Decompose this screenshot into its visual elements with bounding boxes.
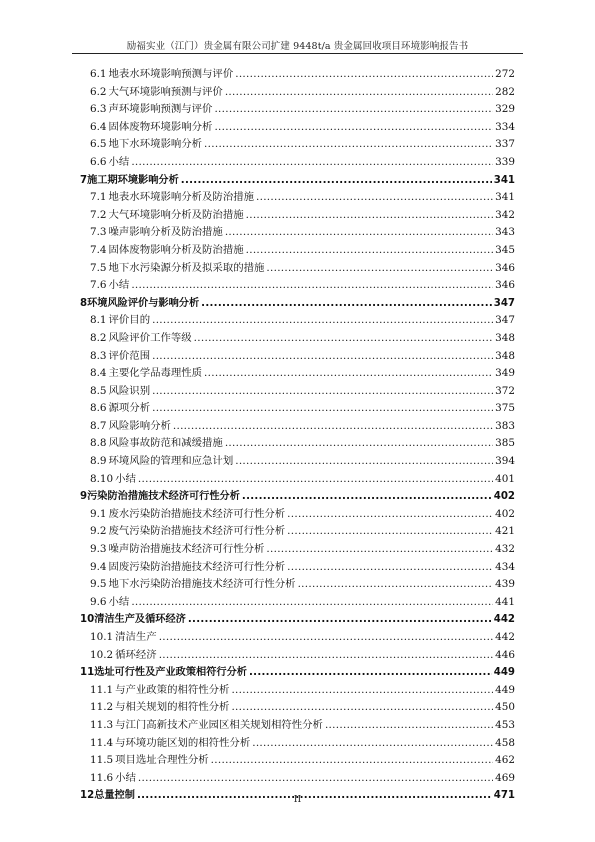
toc-section-entry[interactable] — [80, 717, 515, 735]
toc-section-entry[interactable] — [80, 365, 515, 383]
toc-entry-title: 与相关规划的相符性分析 — [115, 701, 230, 714]
toc-entry-number: 10.2 — [90, 648, 114, 661]
toc-entry-page: 449 — [493, 667, 515, 679]
toc-entry-number: 7.6 — [90, 279, 107, 292]
dot-leader — [131, 594, 493, 612]
toc-entry-page: 375 — [495, 402, 515, 415]
dot-leader — [201, 295, 492, 313]
toc-entry-number: 7.4 — [90, 243, 107, 256]
dot-leader — [152, 348, 493, 366]
dot-leader — [287, 523, 493, 541]
toc-chapter-entry[interactable] — [80, 295, 515, 313]
toc-entry-page: 349 — [495, 367, 515, 380]
toc-entry-number: 7 — [80, 174, 88, 186]
toc-entry-title: 施工期环境影响分析 — [87, 174, 179, 186]
toc-chapter-entry[interactable] — [80, 611, 515, 629]
toc-entry-title: 地下水污染防治措施技术经济可行性分析 — [108, 578, 296, 591]
toc-entry-title: 与产业政策的相符性分析 — [115, 683, 230, 696]
dot-leader — [204, 365, 493, 383]
dot-leader — [231, 682, 493, 700]
table-of-contents — [80, 66, 515, 805]
toc-entry-number: 8.3 — [90, 349, 107, 362]
toc-entry-number: 9.1 — [90, 507, 107, 520]
dot-leader — [287, 559, 493, 577]
toc-entry-title: 地表水环境影响预测与评价 — [108, 68, 234, 80]
toc-entry-page: 402 — [495, 507, 515, 520]
dot-leader — [131, 277, 493, 295]
toc-entry-title: 风险评价工作等级 — [108, 331, 192, 344]
toc-section-entry[interactable] — [80, 418, 515, 436]
toc-entry-page: 458 — [495, 736, 515, 749]
toc-entry-title: 污染防治措施技术经济可行性分析 — [87, 491, 240, 503]
toc-entry-number: 8.8 — [90, 437, 107, 450]
toc-entry-number: 8.4 — [90, 367, 107, 380]
toc-entry-title: 固废污染防治措施技术经济可行性分析 — [108, 560, 286, 573]
toc-section-entry[interactable] — [80, 348, 515, 366]
toc-entry-page: 337 — [495, 138, 515, 151]
dot-leader — [188, 611, 492, 629]
toc-entry-number: 11.1 — [90, 683, 114, 696]
toc-entry-number: 11.3 — [90, 718, 114, 731]
dot-leader — [214, 101, 493, 119]
toc-section-entry[interactable] — [80, 383, 515, 401]
toc-entry-page: 372 — [495, 384, 515, 397]
toc-entry-title: 总量控制 — [94, 790, 135, 802]
toc-entry-title: 源项分析 — [108, 402, 151, 415]
toc-entry-page: 421 — [495, 525, 515, 538]
header-rule — [72, 53, 523, 54]
toc-entry-page: 446 — [495, 648, 515, 661]
toc-entry-title: 小结 — [108, 155, 130, 168]
toc-entry-page: 272 — [495, 68, 515, 80]
toc-entry-title: 主要化学品毒理性质 — [108, 367, 203, 380]
toc-section-entry[interactable] — [80, 312, 515, 330]
toc-entry-number: 12 — [80, 790, 95, 802]
toc-section-entry[interactable] — [80, 119, 515, 137]
toc-entry-page: 346 — [495, 261, 515, 274]
dot-leader — [204, 136, 493, 154]
toc-entry-number: 8 — [80, 297, 88, 309]
toc-entry-page: 339 — [495, 155, 515, 168]
toc-entry-title: 与江门高新技术产业园区相关规划相符性分析 — [115, 718, 323, 731]
toc-entry-number: 6.3 — [90, 103, 107, 116]
toc-entry-title: 噪声防治措施技术经济可行性分析 — [108, 543, 265, 556]
toc-section-entry[interactable] — [80, 541, 515, 559]
dot-leader — [152, 383, 493, 401]
toc-entry-title: 固体废物影响分析及防治措施 — [108, 243, 244, 256]
toc-entry-title: 固体废物环境影响分析 — [108, 120, 213, 133]
toc-entry-page: 345 — [495, 243, 515, 256]
dot-leader — [211, 752, 494, 770]
toc-entry-page: 394 — [495, 455, 515, 468]
dot-leader — [152, 400, 493, 418]
toc-entry-number: 8.9 — [90, 455, 107, 468]
toc-entry-number: 6.2 — [90, 85, 107, 98]
toc-entry-page: 347 — [495, 314, 515, 327]
toc-section-entry[interactable] — [80, 207, 515, 225]
toc-entry-number: 8.6 — [90, 402, 107, 415]
toc-entry-page: 401 — [495, 472, 515, 485]
toc-entry-title: 评价目的 — [108, 314, 151, 327]
dot-leader — [252, 735, 493, 753]
toc-section-entry[interactable] — [80, 136, 515, 154]
toc-entry-page: 348 — [495, 331, 515, 344]
toc-entry-number: 9.2 — [90, 525, 107, 538]
toc-entry-title: 与环境功能区划的相符性分析 — [115, 736, 251, 749]
toc-entry-number: 11.4 — [90, 736, 114, 749]
toc-entry-page: 449 — [495, 683, 515, 696]
toc-section-entry[interactable] — [80, 594, 515, 612]
toc-entry-page: 346 — [495, 279, 515, 292]
toc-section-entry[interactable] — [80, 330, 515, 348]
toc-entry-title: 废水污染防治措施技术经济可行性分析 — [108, 507, 286, 520]
toc-entry-page: 441 — [495, 595, 515, 608]
dot-leader — [266, 260, 493, 278]
toc-entry-page: 453 — [495, 718, 515, 731]
toc-section-entry[interactable] — [80, 523, 515, 541]
toc-entry-number: 9.4 — [90, 560, 107, 573]
toc-entry-number: 8.2 — [90, 331, 107, 344]
toc-entry-number: 10.1 — [90, 631, 114, 643]
toc-entry-page: 348 — [495, 349, 515, 362]
toc-entry-title: 小结 — [108, 279, 130, 292]
toc-entry-title: 大气环境影响分析及防治措施 — [108, 208, 244, 221]
toc-section-entry[interactable] — [80, 84, 515, 102]
toc-entry-title: 选址可行性及产业政策相符行分析 — [94, 667, 247, 679]
dot-leader — [231, 699, 493, 717]
dot-leader — [225, 84, 493, 102]
running-header: 励福实业（江门）贵金属有限公司扩建 9448t/a 贵金属回收项目环境影响报告书 — [126, 41, 469, 52]
toc-entry-title: 声环境影响预测与评价 — [108, 103, 213, 116]
dot-leader — [173, 418, 493, 436]
toc-entry-title: 循环经济 — [115, 648, 157, 661]
dot-leader — [235, 453, 493, 471]
dot-leader — [287, 506, 493, 524]
toc-section-entry[interactable] — [80, 682, 515, 700]
dot-leader — [235, 66, 493, 84]
toc-section-entry[interactable] — [80, 576, 515, 594]
dot-leader — [138, 770, 493, 788]
toc-entry-title: 风险识别 — [108, 384, 151, 397]
dot-leader — [225, 435, 493, 453]
toc-entry-number: 7.2 — [90, 208, 107, 221]
toc-section-entry[interactable] — [80, 154, 515, 172]
toc-entry-page: 462 — [495, 754, 515, 767]
toc-entry-page: 469 — [495, 771, 515, 784]
toc-entry-number: 11.6 — [90, 771, 114, 784]
dot-leader — [159, 647, 493, 665]
dot-leader — [214, 119, 493, 137]
toc-entry-page: 432 — [495, 543, 515, 556]
toc-entry-title: 环境风险评价与影响分析 — [87, 297, 200, 309]
toc-entry-title: 项目选址合理性分析 — [115, 754, 209, 767]
dot-leader — [138, 471, 493, 489]
toc-entry-number: 8.10 — [90, 472, 114, 485]
toc-entry-title: 废气污染防治措施技术经济可行性分析 — [108, 525, 286, 538]
toc-entry-title: 环境风险的管理和应急计划 — [108, 455, 234, 468]
toc-section-entry[interactable] — [80, 260, 515, 278]
toc-entry-page: 282 — [495, 85, 515, 98]
toc-entry-number: 6.4 — [90, 120, 107, 133]
toc-entry-number: 9.6 — [90, 595, 107, 608]
toc-entry-page: 341 — [493, 174, 515, 186]
dot-leader — [256, 189, 493, 207]
dot-leader — [152, 312, 493, 330]
toc-entry-number: 8.1 — [90, 314, 107, 327]
toc-entry-title: 风险影响分析 — [108, 419, 171, 432]
dot-leader — [246, 207, 494, 225]
toc-entry-title: 噪声影响分析及防治措施 — [108, 226, 223, 239]
toc-entry-title: 风险事故防范和减缓措施 — [108, 437, 223, 450]
toc-entry-page: 402 — [493, 491, 515, 503]
toc-section-entry[interactable] — [80, 735, 515, 753]
dot-leader — [246, 242, 494, 260]
toc-entry-page: 471 — [493, 790, 515, 802]
dot-leader — [249, 664, 492, 682]
toc-entry-number: 11.5 — [90, 754, 114, 767]
toc-entry-page: 385 — [495, 437, 515, 450]
toc-entry-number: 6.6 — [90, 155, 107, 168]
toc-entry-number: 11 — [80, 667, 95, 679]
toc-section-entry[interactable] — [80, 647, 515, 665]
toc-entry-page: 383 — [495, 419, 515, 432]
toc-section-entry[interactable] — [80, 453, 515, 471]
toc-entry-number: 11.2 — [90, 701, 114, 714]
dot-leader — [131, 154, 493, 172]
toc-entry-number: 7.5 — [90, 261, 107, 274]
toc-section-entry[interactable] — [80, 101, 515, 119]
dot-leader — [181, 172, 492, 190]
toc-entry-number: 9 — [80, 491, 88, 503]
dot-leader — [325, 717, 493, 735]
toc-section-entry[interactable] — [80, 435, 515, 453]
toc-chapter-entry[interactable] — [80, 664, 515, 682]
toc-entry-page: 341 — [495, 191, 515, 204]
toc-section-entry[interactable] — [80, 471, 515, 489]
dot-leader — [298, 576, 494, 594]
toc-entry-page: 434 — [495, 560, 515, 573]
toc-entry-page: 334 — [495, 120, 515, 133]
toc-entry-page: 347 — [493, 297, 515, 309]
toc-section-entry[interactable] — [80, 277, 515, 295]
toc-section-entry[interactable] — [80, 559, 515, 577]
page-number: II — [293, 794, 302, 805]
toc-entry-number: 7.1 — [90, 191, 107, 204]
toc-entry-title: 小结 — [115, 771, 136, 784]
toc-entry-number: 8.5 — [90, 384, 107, 397]
toc-entry-page: 343 — [495, 226, 515, 239]
toc-entry-title: 大气环境影响预测与评价 — [108, 85, 223, 98]
toc-entry-number: 7.3 — [90, 226, 107, 239]
toc-entry-title: 小结 — [115, 472, 136, 485]
dot-leader — [225, 224, 493, 242]
dot-leader — [266, 541, 493, 559]
toc-entry-page: 439 — [495, 578, 515, 591]
toc-entry-page: 442 — [495, 631, 515, 643]
toc-entry-title: 地下水环境影响分析 — [108, 138, 203, 151]
toc-chapter-entry[interactable] — [80, 488, 515, 506]
toc-entry-page: 450 — [495, 701, 515, 714]
toc-section-entry[interactable] — [80, 752, 515, 770]
toc-entry-page: 329 — [495, 103, 515, 116]
toc-entry-title: 评价范围 — [108, 349, 151, 362]
toc-entry-title: 小结 — [108, 595, 130, 608]
toc-section-entry[interactable] — [80, 224, 515, 242]
toc-entry-number: 6.1 — [90, 68, 107, 80]
toc-section-entry[interactable] — [80, 242, 515, 260]
toc-section-entry[interactable] — [80, 699, 515, 717]
toc-section-entry[interactable] — [80, 66, 515, 84]
toc-section-entry[interactable] — [80, 189, 515, 207]
toc-entry-page: 342 — [495, 208, 515, 221]
toc-entry-number: 9.3 — [90, 543, 107, 556]
toc-entry-number: 6.5 — [90, 138, 107, 151]
toc-entry-title: 地表水环境影响分析及防治措施 — [108, 191, 254, 204]
toc-section-entry[interactable] — [80, 770, 515, 788]
toc-entry-title: 清洁生产及循环经济 — [94, 614, 186, 626]
toc-entry-number: 9.5 — [90, 578, 107, 591]
dot-leader — [194, 330, 494, 348]
toc-entry-title: 清洁生产 — [115, 631, 157, 643]
toc-entry-title: 地下水污染源分析及拟采取的措施 — [108, 261, 265, 274]
toc-entry-page: 442 — [493, 614, 515, 626]
dot-leader — [159, 629, 493, 647]
dot-leader — [242, 488, 492, 506]
toc-chapter-entry[interactable] — [80, 172, 515, 190]
toc-section-entry[interactable] — [80, 629, 515, 647]
toc-section-entry[interactable] — [80, 400, 515, 418]
toc-entry-number: 8.7 — [90, 419, 107, 432]
toc-section-entry[interactable] — [80, 506, 515, 524]
toc-entry-number: 10 — [80, 614, 95, 626]
